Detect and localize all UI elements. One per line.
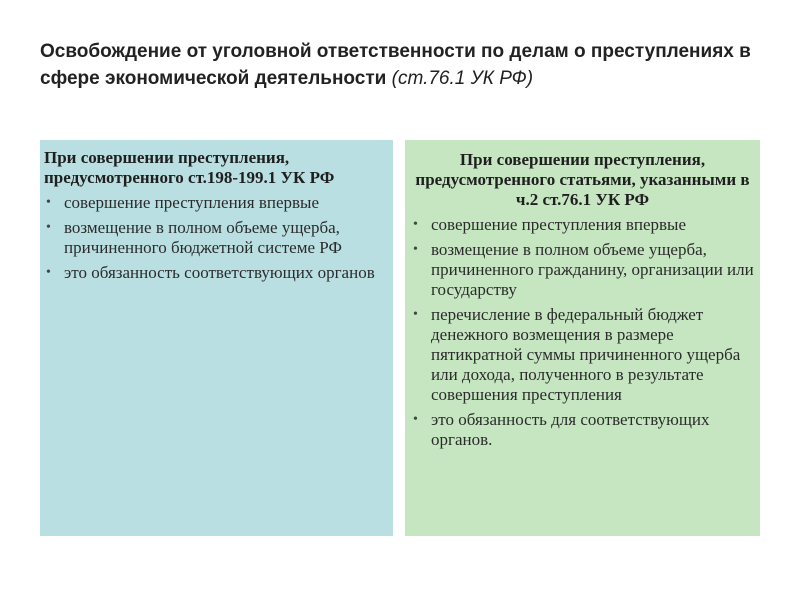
list-item (411, 215, 754, 235)
list-item (44, 263, 387, 283)
right-panel-list (411, 215, 754, 450)
right-panel (405, 140, 760, 536)
bullet-dot-icon: • (46, 265, 51, 280)
left-panel (40, 140, 393, 536)
bullet-dot-icon: • (413, 242, 418, 257)
list-item-text: перечисление в федеральный бюджет денежного возмещения в размере пятикратной суммы причиненного ущерба или дохода, полученного в результате совершения преступления (431, 305, 741, 404)
left-panel-list (44, 193, 387, 283)
bullet-dot-icon: • (413, 307, 418, 322)
right-panel-heading: При совершении преступления, предусмотренного статьями, указанными в ч.2 ст.76.1 УК РФ (415, 150, 750, 209)
bullet-dot-icon: • (413, 217, 418, 232)
list-item-text: совершение преступления впервые (431, 215, 687, 234)
slide-title-main: Освобождение от уголовной ответственности по делам о преступлениях в сфере экономической деятельности (40, 41, 751, 89)
list-item (411, 410, 754, 450)
list-item-text: это обязанность соответствующих органов (64, 263, 375, 282)
list-item (411, 305, 754, 405)
bullet-dot-icon: • (413, 412, 418, 427)
bullet-dot-icon: • (46, 220, 51, 235)
list-item (411, 240, 754, 300)
slide-title-reference: (ст.76.1 УК РФ) (391, 68, 534, 89)
left-panel-heading: При совершении преступления, предусмотренного ст.198-199.1 УК РФ (44, 148, 335, 187)
list-item (44, 193, 387, 213)
slide-title (40, 38, 780, 92)
bullet-dot-icon: • (46, 195, 51, 210)
list-item (44, 218, 387, 258)
list-item-text: возмещение в полном объеме ущерба, причиненного бюджетной системе РФ (64, 218, 342, 257)
list-item-text: совершение преступления впервые (64, 193, 320, 212)
list-item-text: возмещение в полном объеме ущерба, причиненного гражданину, организации или государству (431, 240, 754, 299)
list-item-text: это обязанность для соответствующих органов. (431, 410, 710, 449)
